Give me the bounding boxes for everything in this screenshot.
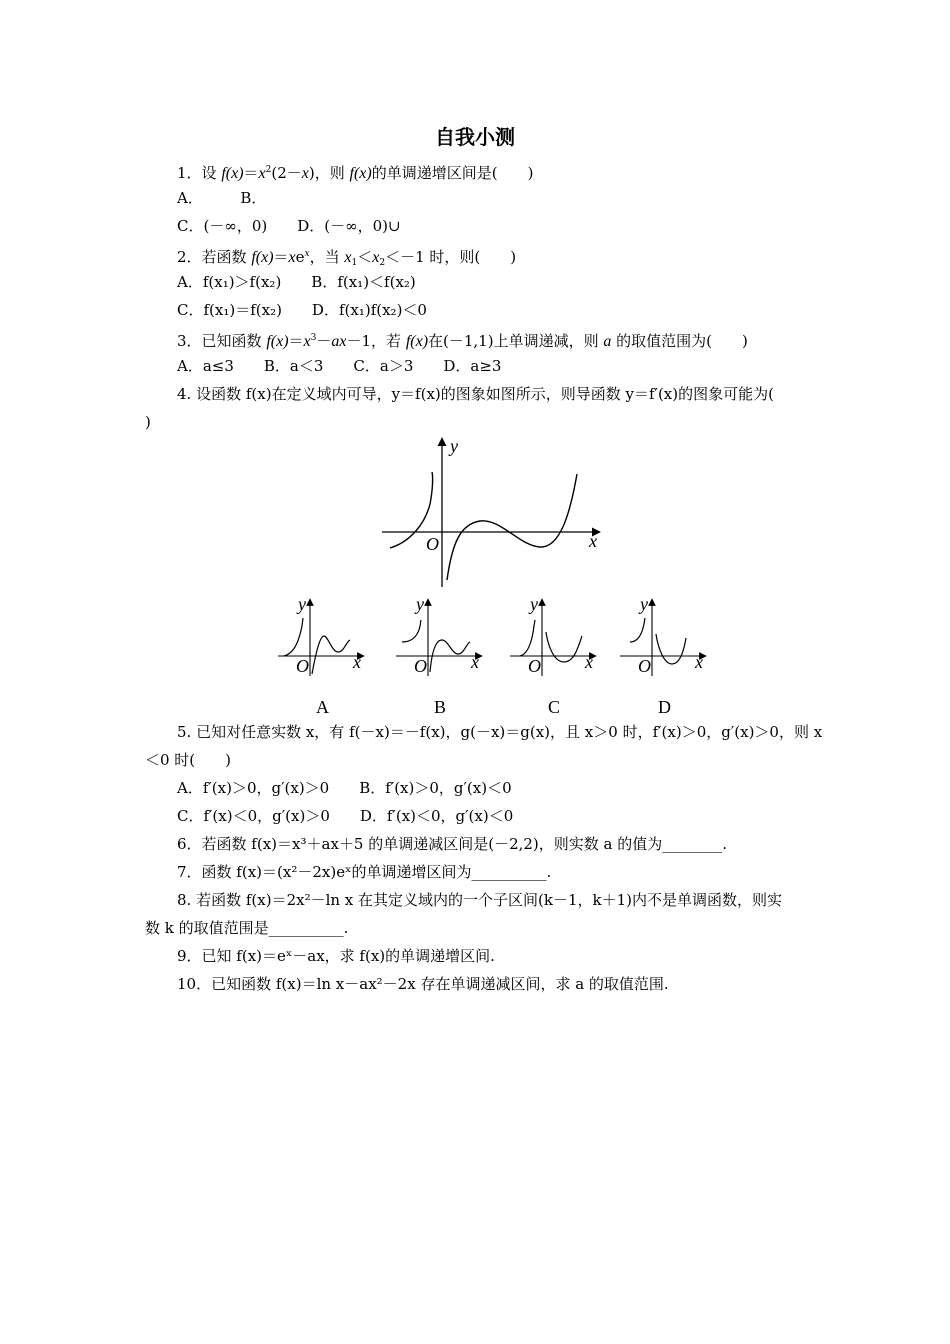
option-a-label: A	[316, 697, 329, 717]
option-d-label: D	[658, 697, 671, 717]
main-function-graph	[380, 434, 605, 589]
option-a-origin-label: O	[296, 656, 309, 676]
question-2: 2．若函数 $f(x)=xe^x$，当 $x_1<x_2<-1$ 时，则( )	[177, 248, 517, 268]
main-y-label: y	[450, 436, 458, 456]
question-6: 6．若函数 f(x)＝x³＋ax＋5 的单调递减区间是(－2,2)，则实数 a 的值为________.	[177, 835, 728, 853]
question-5-line-1: 5. 已知对任意实数 x，有 f(－x)＝－f(x)，g(－x)＝g(x)，且 x＞0 时，f′(x)＞0，g′(x)＞0，则 x	[177, 723, 823, 741]
question-5-options-cd: C．f′(x)＜0，g′(x)＞0 D．f′(x)＜0，g′(x)＜0	[177, 807, 514, 825]
question-3: 3．已知函数 $f(x)=x^3-ax-1$，若 f(x)在(－1,1)上单调递减，则 a 的取值范围为( )	[177, 332, 748, 350]
option-d-origin-label: O	[638, 656, 651, 676]
question-1: 1．设 $f(x)=x^2(2-x)$，则 f(x)的单调递增区间是( )	[177, 164, 534, 182]
question-1-options-ab: A． B．	[177, 189, 267, 207]
main-origin-label: O	[426, 534, 439, 554]
question-1-options-cd: C．(－∞，0) D．(－∞，0)∪	[177, 217, 401, 235]
question-10: 10．已知函数 f(x)＝ln x－ax²－2x 存在单调递减区间，求 a 的取值范围.	[177, 975, 669, 993]
question-4-line-1: 4. 设函数 f(x)在定义域内可导，y＝f(x)的图象如图所示，则导函数 y＝f′(x)的图象可能为(	[177, 385, 774, 403]
question-8-line-2: 数 k 的取值范围是__________.	[145, 919, 349, 937]
option-b-y-label: y	[416, 594, 424, 614]
question-9: 9．已知 f(x)＝eˣ－ax，求 f(x)的单调递增区间.	[177, 947, 495, 965]
option-graph-b	[394, 596, 486, 716]
option-d-y-label: y	[640, 594, 648, 614]
main-x-label: x	[589, 531, 597, 551]
option-c-origin-label: O	[528, 656, 541, 676]
question-5-line-2: ＜0 时( )	[145, 751, 232, 769]
option-graph-a	[276, 596, 368, 716]
option-d-x-label: x	[695, 652, 703, 672]
option-graph-c	[508, 596, 600, 716]
question-4-line-2: )	[145, 413, 151, 431]
question-2-options-ab: A．f(x₁)＞f(x₂) B．f(x₁)＜f(x₂)	[177, 273, 416, 291]
main-curve-right	[447, 474, 577, 580]
option-b-x-label: x	[471, 652, 479, 672]
question-3-options: A．a≤3 B．a＜3 C．a＞3 D．a≥3	[177, 357, 502, 375]
option-c-y-label: y	[530, 594, 538, 614]
option-a-y-label: y	[298, 594, 306, 614]
question-5-options-ab: A．f′(x)＞0，g′(x)＞0 B．f′(x)＞0，g′(x)＜0	[177, 779, 512, 797]
option-b-label: B	[434, 697, 447, 717]
option-a-x-label: x	[353, 652, 361, 672]
question-8-line-1: 8. 若函数 f(x)＝2x²－ln x 在其定义域内的一个子区间(k－1，k＋1)内不是单调函数，则实	[177, 891, 783, 909]
option-c-label: C	[548, 697, 561, 717]
page-title: 自我小测	[435, 125, 515, 149]
option-graph-d	[618, 596, 710, 716]
option-b-origin-label: O	[414, 656, 427, 676]
question-2-options-cd: C．f(x₁)＝f(x₂) D．f(x₁)f(x₂)＜0	[177, 301, 427, 319]
question-7: 7．函数 f(x)＝(x²－2x)eˣ的单调递增区间为__________.	[177, 863, 552, 881]
option-c-x-label: x	[585, 652, 593, 672]
